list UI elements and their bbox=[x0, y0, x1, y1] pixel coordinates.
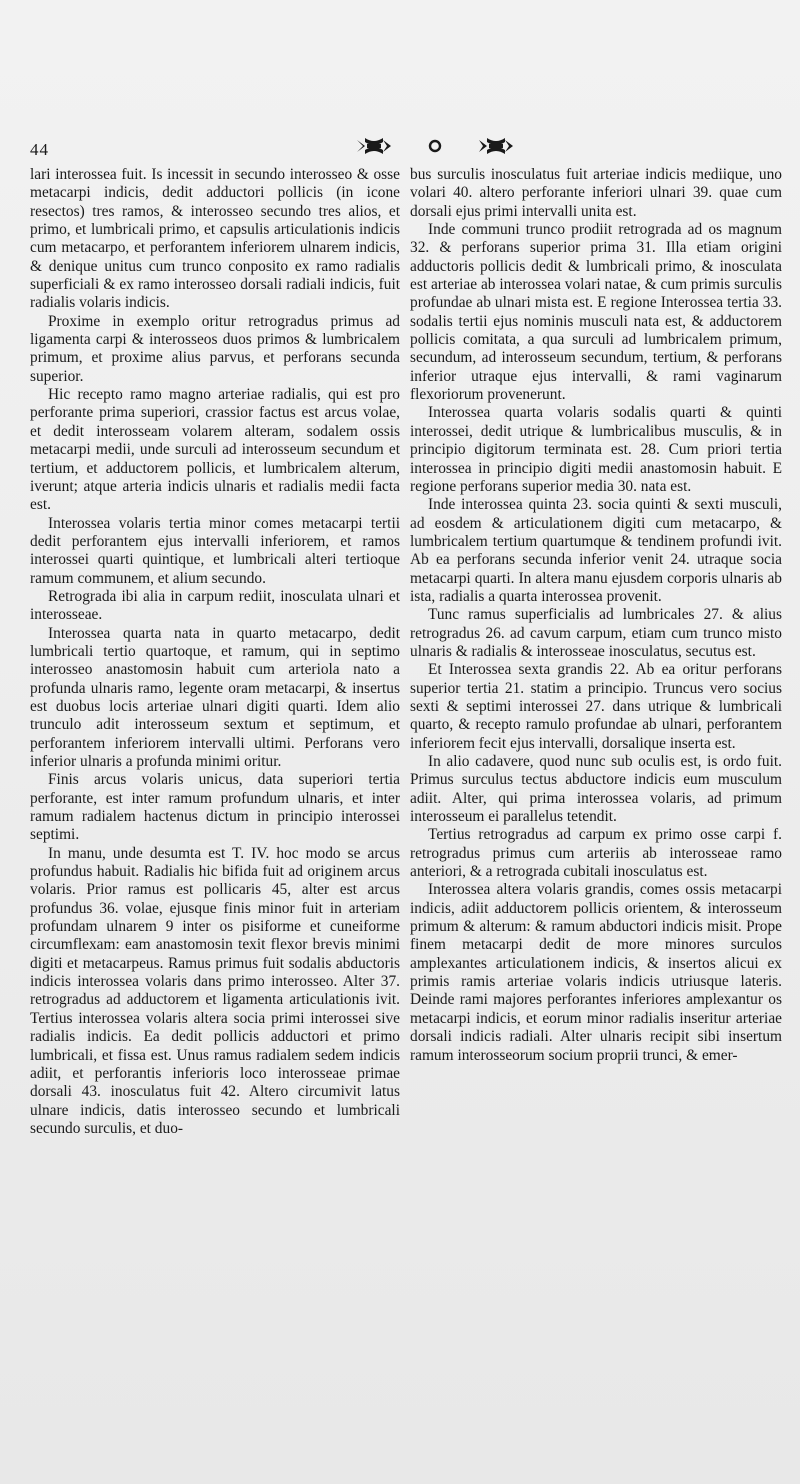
paragraph: Inde communi trunco prodiit retrograda ad os magnum 32. & perforans superior prima 31. Illa etiam origini adductoris pollicis dedit & lumbricali primo, & inosculata est arteriae ab interossea volari natae, & cum primis surculis profundae ab ulnari mista est. E regione Interossea tertia 33. sodalis tertii ejus nominis musculi nata est, & adductorem pollicis comitata, a qua surculi ad lumbricalem primum, secundum, ad interosseum secundum, tertium, & perforans inferior utraque ejus intervalli, & rami vaginarum flexoriorum provenerunt. bbox=[410, 221, 782, 404]
paragraph: Tertius retrogradus ad carpum ex primo osse carpi f. retrogradus primus cum arteriis ab interosseae ramo anteriori, & a retrograda cubitali inosculatus est. bbox=[410, 826, 782, 881]
text-columns bbox=[30, 166, 782, 1138]
paragraph: Proxime in exemplo oritur retrogradus primus ad ligamenta carpi & interosseos duos primos & lumbricalem primum, et proxime alius parvus, et perforans secunda superior. bbox=[30, 312, 400, 385]
paragraph: lari interossea fuit. Is incessit in secundo interosseo & osse metacarpi indicis, dedit adductori pollicis (in icone resectos) tres ramos, & interosseo secundo tres alios, et primo, et lumbricali primo, et capsulis articulationis indicis cum metacarpo, et perforantem inferiorem ulnarem indicis, & denique unitus cum trunco conposito ex ramo radialis superficiali & ex ramo interosseo dorsali radiali indicis, fuit radialis volaris indicis. bbox=[30, 166, 400, 312]
paragraph: Interossea quarta nata in quarto metacarpo, dedit lumbricali tertio quartoque, et ramum, qui in septimo interosseo anastomosin habuit cum arteriola nato a profunda ulnaris ramo, legente oram metacarpi, & insertus est duobus locis arteriae ulnari digiti quarti. Idem alio trunculo adit interosseum sextum et septimum, et perforantem inferiorem intervalli ultimi. Perforans vero inferior ulnaris a profunda minimi oritur. bbox=[30, 624, 400, 770]
page-number: 44 bbox=[30, 140, 49, 159]
paragraph: In manu, unde desumta est T. IV. hoc modo se arcus profundus habuit. Radialis hic bifida fuit ad originem arcus volaris. Prior ramus est pollicaris 45, alter est arcus profundus 36. volae, ejusque finis minor fuit in arteriam profundam ulnarem 9 inter os pisiforme et cuneiforme circumflexam: eam anastomosin texit flexor brevis minimi digiti et metacarpeus. Ramus primus fuit sodalis abductoris indicis interossea volaris dans primo interosseo. Alter 37. retrogradus ad adductorem et ligamenta articulationis ivit. Tertius interossea volaris altera socia primi interossei sive radialis indicis. Ea dedit pollicis adductori et primo lumbricali, et fissa est. Unus ramus radialem sedem indicis adiit, et perforantis inferioris loco interosseae primae dorsali 43. inosculatus fuit 42. Altero circumivit latus ulnare indicis, datis interosseo secundo et lumbricali secundo surculis, et duo- bbox=[30, 844, 400, 1137]
paragraph: Hic recepto ramo magno arteriae radialis, qui est pro perforante prima superiori, crassior factus est arcus volae, et dedit interosseam volarem alteram, sodalem ossis metacarpi medii, unde surculi ad interosseum secundum et tertium, et adductorem pollicis, et lumbricalem alterum, iverunt; atque arteria indicis ulnaris et radialis medii facta est. bbox=[30, 386, 400, 514]
right-column bbox=[410, 166, 782, 1138]
paragraph: Finis arcus volaris unicus, data superiori tertia perforante, est inter ramum profundum ulnaris, et inter ramum radialem hactenus dictum in principio interossei septimi. bbox=[30, 771, 400, 844]
paragraph: Interossea volaris tertia minor comes metacarpi tertii dedit perforantem ejus intervalli inferiorem, et ramos interossei quarti quintique, et lumbricali alteri tertioque ramum communem, et alium secundo. bbox=[30, 514, 400, 587]
ornament-divider-icon bbox=[345, 132, 525, 162]
page-header bbox=[30, 132, 778, 162]
paragraph: Interossea quarta volaris sodalis quarti & quinti interossei, dedit utrique & lumbricalibus musculis, & in principio digitorum terminata est. 28. Cum priori tertia interossea in principio digiti medii anastomosin habuit. E regione perforans superior media 30. nata est. bbox=[410, 404, 782, 495]
paragraph: Tunc ramus superficialis ad lumbricales 27. & alius retrogradus 26. ad cavum carpum, etiam cum trunco misto ulnaris & radialis & interosseae inosculatus, secutus est. bbox=[410, 606, 782, 660]
paragraph: Et Interossea sexta grandis 22. Ab ea oritur perforans superior tertia 21. statim a principio. Truncus vero socius sexti & septimi interossei 27. dans utrique & lumbricali quarto, & recepto ramulo profundae ab ulnari, perforantem inferiorem fecit ejus intervalli, dorsalique inserta est. bbox=[410, 661, 782, 752]
paragraph: Inde interossea quinta 23. socia quinti & sexti musculi, ad eosdem & articulationem digiti cum metacarpo, & lumbricalem tertium quartumque & tendinem profundi ivit. Ab ea perforans secunda inferior venit 24. utraque socia metacarpi quarti. In altera manu ejusdem corporis ulnaris ab ista, radialis a quarta interossea provenit. bbox=[410, 496, 782, 605]
paragraph: Retrograda ibi alia in carpum rediit, inosculata ulnari et interosseae. bbox=[30, 587, 400, 624]
paragraph: In alio cadavere, quod nunc sub oculis est, is ordo fuit. Primus surculus tectus abductore indicis eum musculum adiit. Alter, qui prima interossea volaris, ad primum interosseum ei parallelus tetendit. bbox=[410, 753, 782, 826]
paragraph: Interossea altera volaris grandis, comes ossis metacarpi indicis, adiit adductorem pollicis orientem, & interosseum primum & alterum: & ramum abductori indicis misit. Prope finem metacarpi dedit de more minores surculos amplexantes articulationem indicis, & insertos alicui ex primis ramis arteriae volaris indicis utriusque lateris. Deinde rami majores perforantes inferiores amplexantur os metacarpi indicis, et eorum minor radialis inseritur arteriae dorsali indicis radiali. Alter ulnaris recipit sibi insertum ramum interosseorum socium proprii trunci, & emer- bbox=[410, 881, 782, 1064]
left-column bbox=[30, 166, 400, 1138]
paragraph: bus surculis inosculatus fuit arteriae indicis mediique, uno volari 40. altero perforante inferiori ulnari 39. quae cum dorsali ejus primi intervalli unita est. bbox=[410, 166, 782, 220]
